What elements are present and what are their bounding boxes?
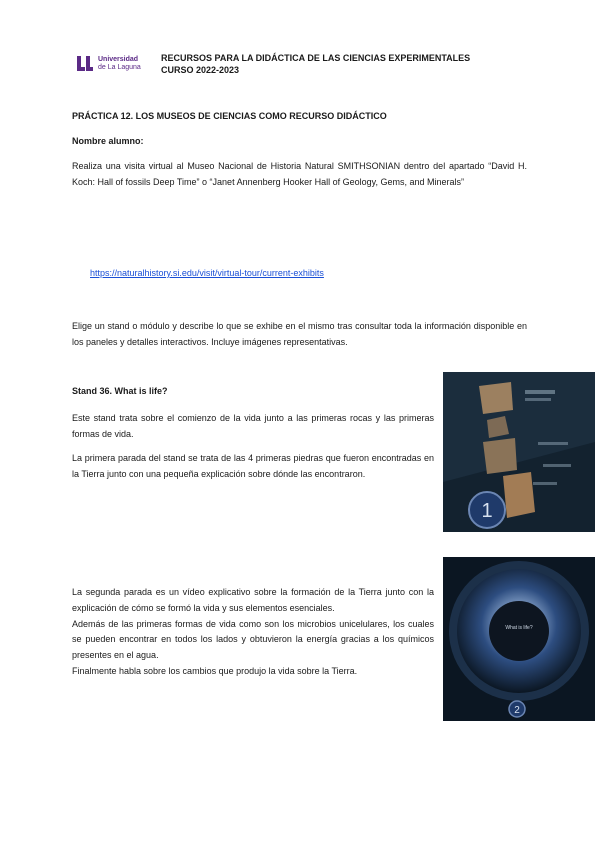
rocks-exhibit-photo (443, 372, 595, 532)
stand-title: Stand 36. What is life? (72, 386, 168, 396)
university-logo-icon (76, 54, 94, 74)
practice-title: PRÁCTICA 12. LOS MUSEOS DE CIENCIAS COMO RECURSO DIDÁCTICO (72, 111, 387, 121)
stand-paragraph-2: La primera parada del stand se trata de las 4 primeras piedras que fueron encontradas en la Tierra junto con una pequeña explicación sobre dónde las encontraron. (72, 453, 434, 479)
img1-badge-number: 1 (481, 500, 493, 522)
stand-paragraph-1: Este stand trata sobre el comienzo de la vida junto a las primeras rocas y las primeras formas de vida. (72, 413, 434, 439)
stand-paragraph-3c: Finalmente habla sobre los cambios que produjo la vida sobre la Tierra. (72, 665, 358, 676)
img2-badge-number: 2 (514, 705, 520, 716)
university-logo (76, 52, 156, 76)
document-header (161, 52, 470, 76)
student-name-label: Nombre alumno: (72, 136, 144, 146)
stand-paragraph-3a: La segunda parada es un vídeo explicativo sobre la formación de la Tierra junto con la explicación de cómo se formó la vida y sus elementos esenciales. (72, 587, 434, 613)
exhibits-link[interactable]: https://naturalhistory.si.edu/visit/virtual-tour/current-exhibits (90, 268, 324, 278)
stand-paragraph-3 (72, 585, 434, 680)
logo-line1: Universidad (98, 56, 139, 63)
logo-line2: de La Laguna (98, 64, 141, 71)
stand-paragraph-3b: Además de las primeras formas de vida como son los microbios unicelulares, los cuales se pueden encontrar en todos los lados y obtuvieron la energía gracias a los químicos presentes en el agua. (72, 618, 434, 661)
instruction-paragraph: Elige un stand o módulo y describe lo que se exhibe en el mismo tras consultar toda la información disponible en los paneles y detalles interactivos. Incluye imágenes representativas. (72, 321, 527, 347)
header-course-title: RECURSOS PARA LA DIDÁCTICA DE LAS CIENCIAS EXPERIMENTALES (161, 53, 471, 63)
intro-paragraph: Realiza una visita virtual al Museo Nacional de Historia Natural SMITHSONIAN dentro del apartado “David H. Koch: Hall of fossils Deep Time” o “Janet Annenberg Hooker Hall of Geology, Gems, and Minerals” (72, 161, 527, 187)
img2-caption: What is life? (505, 625, 533, 631)
header-course-year: CURSO 2022-2023 (161, 65, 240, 75)
video-exhibit-photo (443, 557, 595, 721)
